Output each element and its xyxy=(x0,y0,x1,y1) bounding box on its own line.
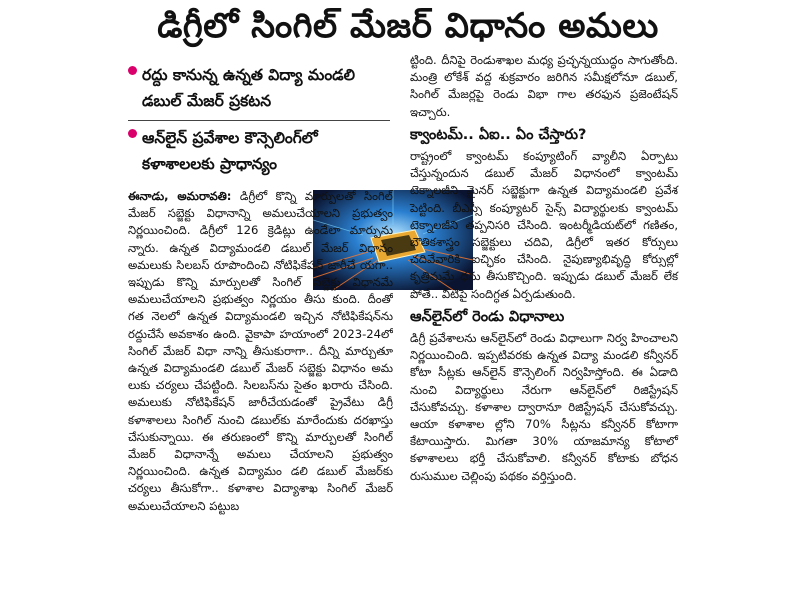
bullet-text: రద్దు కానున్న ఉన్నత విద్యా మండలి డబుల్ మేజర్ ప్రకటన xyxy=(142,66,356,110)
article-body-left: డిగ్రీలో కొన్ని మార్పులతో సింగిల్ మేజర్ సబ్జెక్టు విధానాన్ని అమలుచేయాలని ప్రభుత్వం నిర్ణయించింది. డిగ్రీలో 126 క్రెడిట్లు ఉండేలా మార్పును న్నారు. ఉన్నత విద్యామండలి డబుల్ మేజర్ విధానం అమలుకు సిలబస్ రూపొందించి నోటిఫికేషన్ జారీచే యగా.. ఇప్పుడు కొన్ని మార్పులతో సింగిల్ సబ్జెక్టు విధానమే అమలుచేయాలని ప్రభుత్వం నిర్ణయం తీసు కుంది. దీంతో గత నెలలో ఉన్నత విద్యామండలి ఇచ్చిన నోటిఫికేషన్‌ను రద్దుచేసే అవకాశం ఉంది. వైకాపా హయాంలో 2023-24లో సింగిల్ మేజర్ విధా నాన్ని తీసుకురాగా.. దీన్ని మార్చుతూ ఉన్నత విద్యామండలి డబుల్ మేజర్ సబ్జెక్టు విధానం అమ లుకు చర్యలు చేపట్టింది. సిలబస్‌ను సైతం ఖరారు చేసింది. అమలుకు నోటిఫికేషన్ జారీచేయడంతో ప్రైవేటు డిగ్రీ కళాశాలలు సింగిల్ నుంచి డబుల్‌కు మారేందుకు దరఖాస్తు చేసుకున్నాయి. ఈ తరుణంలో కొన్ని మార్పులతో సింగిల్ మేజర్ విధానాన్నే అమలు చేయాలని ప్రభుత్వం నిర్ణయించింది. ఉన్నత విద్యామం డలి డబుల్ మేజర్‌కు చర్యలు తీసుకోగా.. కళాశాల విద్యాశాఖ సింగిల్ మేజర్ అమలుచేయాలని పట్టుబ xyxy=(128,189,393,513)
article-left-column xyxy=(128,188,393,600)
subheading-online: ఆన్‌లైన్‌లో రెండు విధానాలు xyxy=(410,308,565,325)
article-body-continued: ట్టింది. దీనిపై రెండుశాఖల మధ్య ప్రచ్ఛన్నయుద్ధం సాగుతోంది. మంత్రి లోకేశ్ వద్ద శుక్రవారం జరిగిన సమీక్షలోనూ డబుల్, సింగిల్ మేజర్లపై రెండు విభా గాల తరఫున ప్రజెంటేషన్ ఇచ్చారు. xyxy=(410,53,678,119)
section-online-body: డిగ్రీ ప్రవేశాలను ఆన్‌లైన్‌లో రెండు విధాలుగా నిర్వ హించాలని నిర్ణయించింది. ఇప్పటివరకు ఉన్నత విద్యా మండలి కన్వీనర్ కోటా సీట్లకు ఆన్‌లైన్ కౌన్సెలింగ్ నిర్వహిస్తోంది. ఈ ఏడాది నుంచి విద్యార్థులు నేరుగా ఆన్‌లైన్‌లో రిజిస్ట్రేషన్ చేసుకోవచ్చు. కళాశాల ద్వారానూ రిజిస్ట్రేషన్ చేసుకోవచ్చు. ఆయా కళాశాల ల్లోని 70% సీట్లను కన్వీనర్ కోటాగా కేటాయిస్తారు. మిగతా 30% యాజమాన్య కోటాలో కళాశాలలు భర్తీ చేసుకోవాలి. కన్వీనర్ కోటాకు బోధన రుసుముల చెల్లింపు పథకం వర్తిస్తుంది. xyxy=(410,331,678,483)
bullet-dot-icon xyxy=(128,66,137,75)
dateline: ఈనాడు, అమరావతి: xyxy=(128,189,232,203)
bullet-dot-icon xyxy=(128,129,137,138)
subheading-quantum: క్వాంటమ్.. ఏఐ.. ఏం చేస్తారు? xyxy=(410,126,587,143)
divider xyxy=(128,120,390,121)
article-right-column xyxy=(410,52,678,485)
bullet-text: ఆన్‌లైన్ ప్రవేశాల కౌన్సెలింగ్‌లో కళాశాలలకు ప్రాధాన్యం xyxy=(142,129,318,173)
section-quantum-body: రాష్ట్రంలో క్వాంటమ్ కంప్యూటింగ్ వ్యాలీని ఏర్పాటు చేస్తున్నందున డబుల్ మేజర్ విధానంలో క్వాంటమ్ టెక్నాలజీని మైనర్ సబ్జెక్టుగా ఉన్నత విద్యామండలి ప్రవేశ పెట్టింది. బీఎస్సీ కంప్యూటర్ సైన్స్ విద్యార్థులకు క్వాంటమ్ టెక్నాలజీని తప్పనిసరి చేసింది. ఇంటర్మీడియట్‌లో గణితం, భౌతికశాస్త్రం సబ్జెక్టులు చదివి, డిగ్రీలో ఇతర కోర్సులు చదివేవారికి ఐచ్ఛికం చేసింది. నైపుణ్యాభివృద్ధి కోర్సుల్లో కృత్రిమమే ధను తీసుకొచ్చింది. ఇప్పుడు డబుల్ మేజర్ లేక పోతే.. వీటిపై సందిగ్ధత ఏర్పడుతుంది. xyxy=(410,149,678,301)
headline: డిగ్రీలో సింగిల్ మేజర్ విధానం అమలు xyxy=(157,6,659,46)
